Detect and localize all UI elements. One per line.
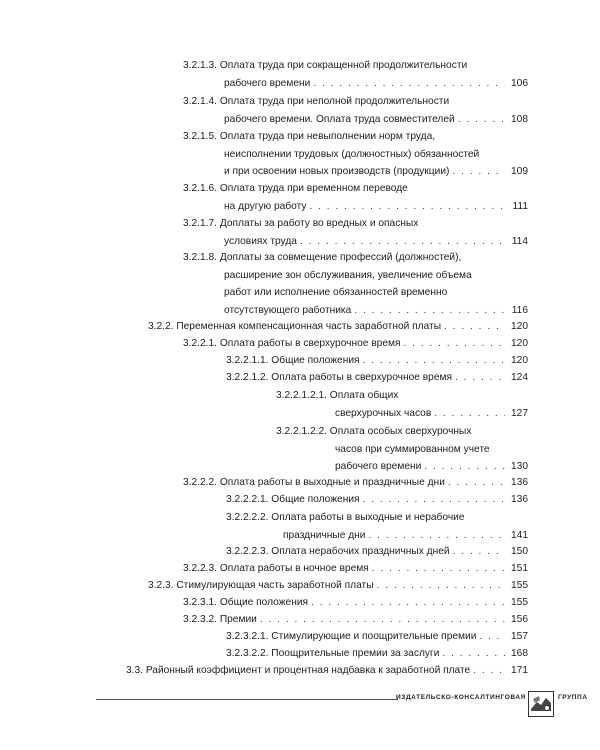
page-number: 127 — [511, 407, 528, 419]
toc-entry-line: 3.2.1.6. Оплата труда при временном переводе — [183, 183, 408, 194]
toc-entry[interactable] — [226, 369, 528, 387]
toc-entry-line: условиях труда . . . 114 — [183, 233, 528, 251]
toc-entry-line: 3.2.1.7. Доплаты за работу во вредных и опасных — [183, 218, 419, 229]
leader-dots — [452, 163, 505, 181]
page-number: 141 — [511, 529, 528, 541]
page-number: 120 — [511, 338, 528, 349]
toc-entry-line: рабочего времени . . . 130 — [276, 458, 528, 476]
leader-dots — [377, 577, 505, 595]
toc-entry-line: отсутствующего работника . . . 116 — [183, 302, 528, 320]
leader-dots — [363, 352, 505, 370]
leader-dots — [404, 335, 505, 353]
toc-entry-line: 3.2.2.1.2. Оплата работы в сверхурочное время . . . 124 — [226, 369, 528, 387]
toc-entry-line: 3.2.2.2.3. Оплата нерабочих праздничных дней . . . 150 — [226, 543, 528, 561]
toc-entry-line: 3.2.2.2. Оплата работы в выходные и праздничные дни . . . 136 — [183, 474, 528, 492]
leader-dots — [354, 302, 505, 320]
page-number: 155 — [511, 580, 528, 591]
toc-entry[interactable] — [183, 335, 528, 353]
page-number: 116 — [511, 304, 528, 316]
footer-rule — [96, 699, 398, 700]
leader-dots — [313, 75, 505, 93]
leader-dots — [372, 560, 505, 578]
toc-entry[interactable] — [226, 491, 528, 509]
page-number: 156 — [511, 614, 528, 625]
page-number: 108 — [511, 113, 528, 125]
toc-entry-line: 3.3. Районный коэффициент и процентная надбавка к заработной плате . . . 171 — [126, 662, 528, 680]
page-number: 171 — [511, 665, 528, 676]
page-number: 106 — [511, 77, 528, 89]
page-number: 155 — [511, 597, 528, 608]
toc-entry-line: 3.2.2.3. Оплата работы в ночное время . . . 151 — [183, 560, 528, 578]
publisher-name: ИЗДАТЕЛЬСКО-КОНСАЛТИНГОВАЯ — [396, 694, 526, 701]
toc-entry[interactable] — [148, 577, 528, 595]
toc-entry-line: часов при суммированном учете — [335, 443, 490, 455]
leader-dots — [363, 491, 505, 509]
toc-entry[interactable] — [226, 645, 528, 663]
toc-entry-line: сверхурочных часов . . . 127 — [276, 405, 528, 423]
toc-entry-line: 3.2.2.1. Оплата работы в сверхурочное время . . . 120 — [183, 335, 528, 353]
leader-dots — [309, 198, 505, 216]
toc-entry-line: 3.2.2.1.2.1. Оплата общих — [276, 390, 399, 401]
toc-entry[interactable] — [276, 387, 528, 422]
page-number: 136 — [511, 477, 528, 488]
leader-dots — [448, 474, 505, 492]
toc-entry[interactable] — [226, 352, 528, 370]
toc-entry-line: на другую работу . . . 111 — [183, 198, 528, 216]
page-number: 136 — [511, 494, 528, 505]
page-number: 120 — [511, 355, 528, 366]
toc-entry[interactable] — [226, 543, 528, 561]
page-number: 150 — [511, 546, 528, 557]
leader-dots — [442, 645, 505, 663]
page-number: 120 — [511, 321, 528, 332]
toc-entry[interactable] — [183, 128, 528, 181]
toc-entry-line: 3.2.3.1. Общие положения . . . 155 — [183, 594, 528, 612]
publisher-suffix: ГРУППА — [558, 694, 588, 701]
leader-dots — [368, 527, 505, 545]
toc-entry-line: расширение зон обслуживания, увеличение объема — [224, 269, 472, 281]
page-number: 168 — [511, 648, 528, 659]
toc-entry[interactable] — [183, 594, 528, 612]
toc-entry-line: 3.2.3. Стимулирующая часть заработной платы . . . 155 — [148, 577, 528, 595]
toc-entry-line: 3.2.1.4. Оплата труда при неполной продолжительности — [183, 96, 450, 107]
toc-entry[interactable] — [183, 560, 528, 578]
toc-entry-line: 3.2.1.5. Оплата труда при невыполнении норм труда, — [183, 131, 436, 142]
toc-entry-line: праздничные дни . . . 141 — [226, 527, 528, 545]
toc-entry-line: 3.2.3.2. Премии . . . 156 — [183, 611, 528, 629]
toc-entry[interactable] — [183, 180, 528, 215]
toc-entry-line: 3.2.2.2.2. Оплата работы в выходные и нерабочие — [226, 512, 465, 523]
page-number: 124 — [511, 372, 528, 383]
toc-entry[interactable] — [183, 249, 528, 319]
leader-dots — [311, 594, 505, 612]
leader-dots — [300, 233, 505, 251]
page-number: 111 — [512, 200, 528, 212]
toc-entry[interactable] — [226, 509, 528, 544]
toc-entry[interactable] — [126, 662, 528, 680]
toc-entry-line: 3.2.2. Переменная компенсационная часть заработной платы . . . 120 — [148, 318, 528, 336]
toc-entry-line: 3.2.2.2.1. Общие положения . . . 136 — [226, 491, 528, 509]
leader-dots — [444, 318, 505, 336]
leader-dots — [458, 111, 505, 129]
page-number: 114 — [511, 235, 528, 247]
toc-entry-line: работ или исполнение обязанностей временно — [224, 287, 448, 298]
toc-entry-line: 3.2.3.2.1. Стимулирующие и поощрительные премии . . . 157 — [226, 628, 528, 646]
leader-dots — [453, 543, 505, 561]
leader-dots — [473, 662, 505, 680]
toc-entry[interactable] — [276, 423, 528, 476]
leader-dots — [260, 611, 505, 629]
toc-entry[interactable] — [183, 57, 528, 92]
toc-entry[interactable] — [183, 611, 528, 629]
page-footer — [96, 691, 588, 719]
toc-entry-line: и при освоении новых производств (продукции) . . . 109 — [183, 163, 528, 181]
toc-entry-line: рабочего времени . . . 106 — [183, 75, 528, 93]
leader-dots — [424, 458, 505, 476]
toc-entry[interactable] — [226, 628, 528, 646]
toc-entry[interactable] — [148, 318, 528, 336]
toc-entry-line: 3.2.1.3. Оплата труда при сокращенной продолжительности — [183, 60, 468, 71]
page-number: 109 — [511, 166, 528, 177]
page-number: 157 — [511, 631, 528, 642]
page-number: 151 — [511, 563, 528, 574]
toc-entry-line: 3.2.1.8. Доплаты за совмещение профессий (должностей), — [183, 252, 462, 263]
leader-dots — [434, 405, 505, 423]
toc-entry-line: неисполнении трудовых (должностных) обязанностей — [224, 148, 480, 160]
toc-entry[interactable] — [183, 474, 528, 492]
toc-entry[interactable] — [183, 93, 528, 128]
leader-dots — [479, 628, 505, 646]
toc-entry-line: рабочего времени. Оплата труда совместителей . . . 108 — [183, 111, 528, 129]
publisher-logo-icon — [528, 691, 554, 717]
toc-entry-line: 3.2.3.2.2. Поощрительные премии за заслуги . . . 168 — [226, 645, 528, 663]
toc-entry-line: 3.2.2.1.1. Общие положения . . . 120 — [226, 352, 528, 370]
toc-entry[interactable] — [183, 215, 528, 250]
leader-dots — [455, 369, 505, 387]
toc-entry-line: 3.2.2.1.2.2. Оплата особых сверхурочных — [276, 426, 472, 437]
page-number: 130 — [511, 461, 528, 472]
